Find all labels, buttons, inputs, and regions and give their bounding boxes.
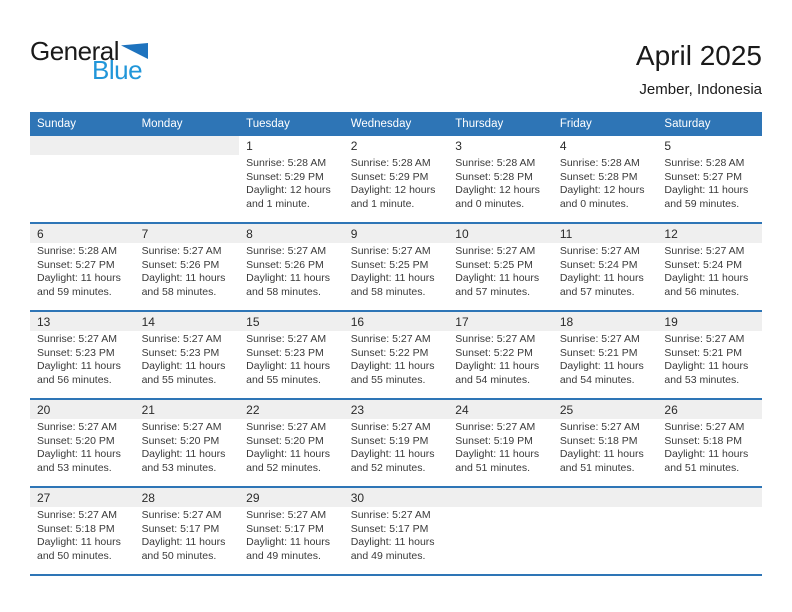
day-number: 29 [239,488,344,507]
day-detail-line: Sunset: 5:20 PM [37,434,115,447]
weekday-header-row [30,112,762,136]
day-detail-line: Sunset: 5:17 PM [350,522,429,535]
day-detail-line: Sunrise: 5:27 AM [246,509,327,521]
day-detail-line: Sunset: 5:26 PM [246,258,324,271]
logo-word-general: General [30,36,119,66]
day-detail-line: and 0 minutes. [559,197,629,210]
calendar-weeks [30,136,762,576]
day-detail-line: Sunset: 5:24 PM [664,258,743,271]
empty-day-cell [135,136,240,222]
day-detail-line: Daylight: 12 hours [350,184,436,196]
day-number: 6 [30,224,135,243]
calendar-table [30,112,762,576]
empty-day-cell [448,488,553,574]
day-cell [448,312,553,398]
day-detail-line: Sunset: 5:27 PM [664,170,743,183]
day-detail-line: Sunrise: 5:27 AM [141,509,222,521]
day-detail-line: Sunrise: 5:27 AM [559,333,640,345]
day-detail-line: and 56 minutes. [37,373,112,386]
day-detail-line: Sunset: 5:19 PM [350,434,429,447]
day-detail-line: Sunset: 5:20 PM [246,434,324,447]
day-cell [239,400,344,486]
day-detail-line: Sunrise: 5:27 AM [559,245,640,257]
day-detail-line: and 58 minutes. [141,285,217,298]
day-cell [553,136,658,222]
day-cell [30,488,135,574]
day-detail-line: Sunset: 5:19 PM [455,434,533,447]
day-cell [657,136,762,222]
day-detail-line: and 59 minutes. [37,285,112,298]
weekday-header-wednesday: Wednesday [350,118,412,130]
day-detail-line: Daylight: 11 hours [141,272,226,284]
empty-strip [30,136,135,155]
day-detail-line: Sunrise: 5:28 AM [37,245,117,257]
weekday-header-tuesday: Tuesday [246,118,290,130]
day-detail-line: and 49 minutes. [350,549,426,562]
empty-day-cell [657,488,762,574]
day-detail-line: Daylight: 11 hours [37,272,121,284]
day-detail-line: Sunrise: 5:27 AM [350,245,431,257]
page-subtitle: Jember, Indonesia [639,81,762,98]
day-detail-line: Sunrise: 5:28 AM [350,157,431,169]
day-detail-line: Daylight: 12 hours [246,184,331,196]
day-number: 28 [135,488,240,507]
day-number: 21 [135,400,240,419]
day-detail-line: Sunset: 5:18 PM [37,522,115,535]
day-detail-line: Sunrise: 5:27 AM [455,333,536,345]
day-cell [344,400,449,486]
day-number: 8 [239,224,344,243]
day-detail-line: Daylight: 12 hours [559,184,645,196]
day-detail-line: Sunrise: 5:27 AM [141,333,222,345]
day-detail-line: Sunrise: 5:27 AM [559,421,640,433]
day-number: 30 [344,488,449,507]
day-detail-line: and 50 minutes. [37,549,112,562]
day-detail-line: Sunrise: 5:27 AM [246,245,327,257]
day-detail-line: Sunset: 5:22 PM [455,346,533,359]
empty-day-cell [553,488,658,574]
day-number: 12 [657,224,762,243]
day-cell [448,400,553,486]
day-detail-line: Sunset: 5:22 PM [350,346,429,359]
day-detail-line: Daylight: 11 hours [559,272,644,284]
day-cell [448,224,553,310]
day-detail-line: and 55 minutes. [141,373,217,386]
day-cell [135,312,240,398]
day-detail-line: Sunset: 5:25 PM [455,258,533,271]
day-cell [553,312,658,398]
day-cell [239,488,344,574]
day-detail-line: and 56 minutes. [664,285,740,298]
day-detail-line: Daylight: 11 hours [664,272,749,284]
day-detail-line: Daylight: 11 hours [246,272,330,284]
day-cell [30,312,135,398]
day-detail-line: Sunrise: 5:27 AM [455,421,536,433]
day-detail-line: Daylight: 11 hours [664,184,749,196]
day-detail-line: and 57 minutes. [559,285,635,298]
day-detail-line: and 59 minutes. [664,197,740,210]
week-row [30,312,762,400]
day-detail-line: Sunrise: 5:27 AM [37,421,117,433]
week-row [30,400,762,488]
day-number: 5 [664,139,672,153]
day-cell [553,224,658,310]
day-detail-line: Daylight: 11 hours [559,360,644,372]
day-number: 1 [246,139,253,153]
day-detail-line: Sunrise: 5:27 AM [350,509,431,521]
day-detail-line: Sunset: 5:17 PM [141,522,220,535]
day-cell [135,488,240,574]
day-cell [344,488,449,574]
week-row [30,136,762,224]
day-detail-line: Sunrise: 5:27 AM [350,421,431,433]
logo-word-blue: Blue [92,55,143,85]
day-detail-line: Sunset: 5:21 PM [559,346,638,359]
day-cell [657,400,762,486]
day-cell [30,400,135,486]
day-cell [657,312,762,398]
day-cell [553,400,658,486]
day-detail-line: and 54 minutes. [559,373,635,386]
day-cell [239,136,344,222]
day-cell [657,224,762,310]
day-detail-line: Sunset: 5:23 PM [246,346,324,359]
day-cell [344,224,449,310]
day-number: 16 [344,312,449,331]
day-number: 23 [344,400,449,419]
day-number: 15 [239,312,344,331]
empty-strip [448,488,553,507]
day-detail-line: Sunrise: 5:28 AM [559,157,640,169]
day-number: 27 [30,488,135,507]
day-number: 13 [30,312,135,331]
day-detail-line: and 55 minutes. [350,373,426,386]
day-detail-line: Daylight: 11 hours [246,536,330,548]
day-cell [239,312,344,398]
day-detail-line: Daylight: 11 hours [455,360,540,372]
weekday-header-monday: Monday [141,118,183,130]
day-detail-line: Sunrise: 5:27 AM [37,509,117,521]
day-number: 26 [657,400,762,419]
day-detail-line: Sunset: 5:24 PM [559,258,638,271]
day-detail-line: Sunset: 5:17 PM [246,522,324,535]
day-detail-line: and 53 minutes. [664,373,740,386]
day-detail-line: and 51 minutes. [664,461,740,474]
day-number: 2 [350,139,358,153]
day-detail-line: Daylight: 11 hours [350,448,435,460]
day-detail-line: Daylight: 11 hours [664,448,749,460]
day-detail-line: and 50 minutes. [141,549,217,562]
day-detail-line: Daylight: 11 hours [141,360,226,372]
day-detail-line: Daylight: 11 hours [141,448,226,460]
weekday-header-saturday: Saturday [664,118,711,130]
day-detail-line: and 53 minutes. [141,461,217,474]
empty-strip [553,488,658,507]
weekday-header-thursday: Thursday [455,118,504,130]
day-detail-line: Sunset: 5:18 PM [559,434,638,447]
day-detail-line: and 55 minutes. [246,373,321,386]
day-detail-line: Sunset: 5:21 PM [664,346,743,359]
day-detail-line: Sunrise: 5:28 AM [246,157,327,169]
day-detail-line: and 1 minute. [350,197,415,210]
day-detail-line: Daylight: 11 hours [37,448,121,460]
day-detail-line: Sunrise: 5:27 AM [664,421,745,433]
page-header [30,38,762,98]
day-number: 4 [559,139,567,153]
day-detail-line: Daylight: 11 hours [141,536,226,548]
weekday-header-sunday: Sunday [37,118,77,130]
day-cell [448,136,553,222]
day-detail-line: Sunset: 5:18 PM [664,434,743,447]
day-detail-line: Sunrise: 5:27 AM [141,421,222,433]
day-detail-line: and 58 minutes. [350,285,426,298]
day-detail-line: Sunset: 5:28 PM [455,170,533,183]
day-detail-line: Sunrise: 5:27 AM [664,245,745,257]
day-number: 10 [448,224,553,243]
day-detail-line: and 51 minutes. [455,461,530,474]
day-cell [344,136,449,222]
day-detail-line: Sunrise: 5:27 AM [141,245,222,257]
day-number: 19 [657,312,762,331]
day-detail-line: Sunset: 5:29 PM [246,170,324,183]
day-detail-line: and 53 minutes. [37,461,112,474]
day-detail-line: Sunrise: 5:27 AM [350,333,431,345]
day-detail-line: Daylight: 11 hours [455,448,540,460]
day-detail-line: Sunrise: 5:27 AM [664,333,745,345]
day-detail-line: Daylight: 11 hours [246,448,330,460]
day-detail-line: and 1 minute. [246,197,310,210]
day-detail-line: Daylight: 11 hours [37,360,121,372]
day-number: 20 [30,400,135,419]
day-number: 3 [455,139,462,153]
day-detail-line: and 52 minutes. [246,461,321,474]
day-cell [344,312,449,398]
day-detail-line: Daylight: 11 hours [559,448,644,460]
day-detail-line: Sunset: 5:20 PM [141,434,220,447]
day-detail-line: and 58 minutes. [246,285,321,298]
day-number: 17 [448,312,553,331]
day-detail-line: Sunset: 5:26 PM [141,258,220,271]
day-cell [135,400,240,486]
day-cell [30,224,135,310]
day-detail-line: Sunrise: 5:27 AM [455,245,536,257]
day-detail-line: Sunrise: 5:28 AM [664,157,745,169]
day-detail-line: Daylight: 11 hours [350,360,435,372]
day-detail-line: Daylight: 11 hours [455,272,540,284]
day-detail-line: Sunrise: 5:28 AM [455,157,536,169]
day-detail-line: Sunrise: 5:27 AM [37,333,117,345]
day-detail-line: Sunrise: 5:27 AM [246,333,327,345]
day-detail-line: Sunset: 5:28 PM [559,170,638,183]
day-detail-line: Daylight: 11 hours [246,360,330,372]
day-detail-line: and 51 minutes. [559,461,635,474]
day-detail-line: Daylight: 12 hours [455,184,540,196]
day-cell [135,224,240,310]
day-detail-line: and 49 minutes. [246,549,321,562]
day-number: 24 [448,400,553,419]
weekday-header-friday: Friday [559,118,592,130]
empty-strip [657,488,762,507]
day-number: 14 [135,312,240,331]
week-row [30,224,762,312]
empty-strip [135,136,240,155]
day-detail-line: Sunset: 5:27 PM [37,258,115,271]
day-number: 9 [344,224,449,243]
title-block [636,40,762,98]
day-number: 18 [553,312,658,331]
day-detail-line: Daylight: 11 hours [350,536,435,548]
day-number: 25 [553,400,658,419]
day-detail-line: Sunrise: 5:27 AM [246,421,327,433]
day-number: 11 [553,224,658,243]
week-row [30,488,762,576]
day-number: 22 [239,400,344,419]
day-detail-line: Daylight: 11 hours [350,272,435,284]
day-detail-line: Daylight: 11 hours [664,360,749,372]
day-detail-line: Sunset: 5:23 PM [37,346,115,359]
day-detail-line: and 52 minutes. [350,461,426,474]
day-cell [239,224,344,310]
day-detail-line: Sunset: 5:23 PM [141,346,220,359]
day-detail-line: Sunset: 5:29 PM [350,170,429,183]
day-detail-line: and 54 minutes. [455,373,530,386]
day-detail-line: Daylight: 11 hours [37,536,121,548]
day-detail-line: and 0 minutes. [455,197,525,210]
general-blue-logo [30,38,148,83]
day-detail-line: Sunset: 5:25 PM [350,258,429,271]
day-detail-line: and 57 minutes. [455,285,530,298]
day-number: 7 [135,224,240,243]
page-title: April 2025 [635,40,762,71]
empty-day-cell [30,136,135,222]
